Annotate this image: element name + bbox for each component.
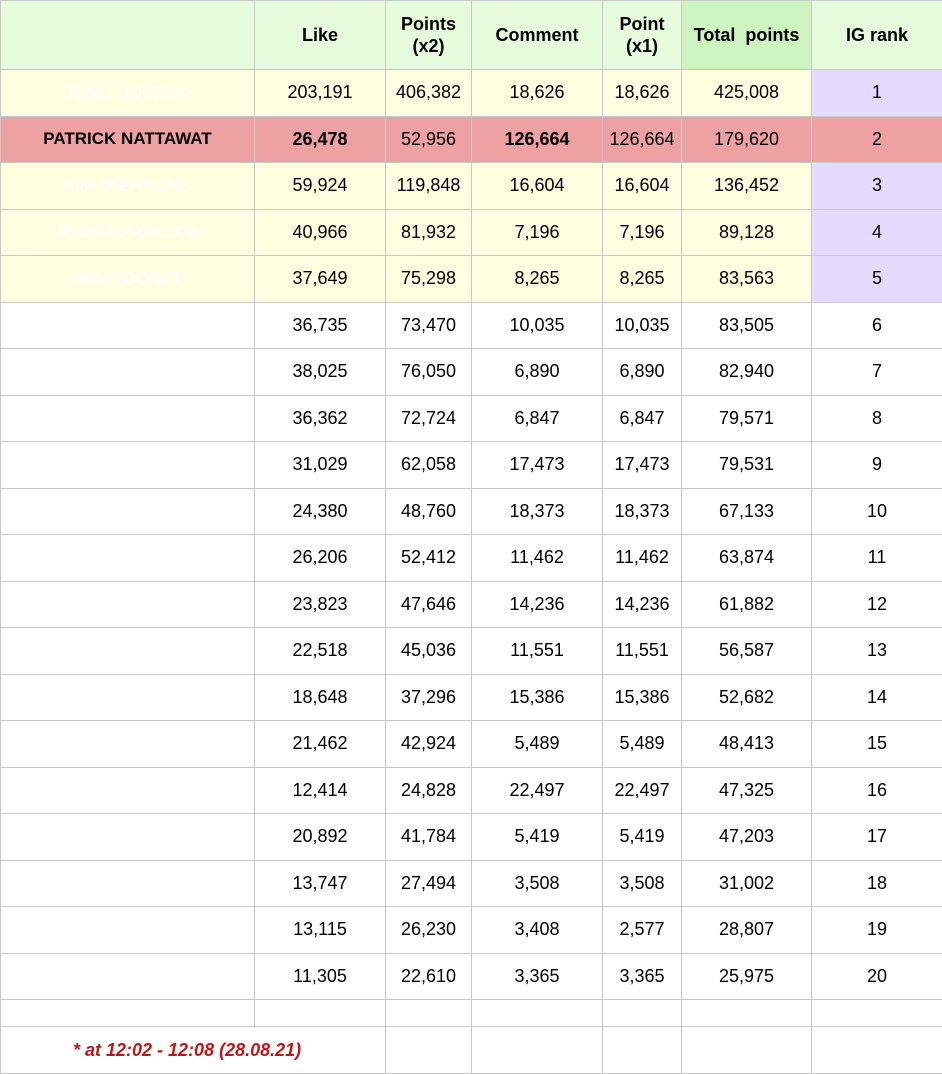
like-cell: 37,649 <box>255 256 386 303</box>
points-x2-cell: 47,646 <box>386 581 472 628</box>
rank-cell: 5 <box>812 256 942 303</box>
spacer-row <box>1 1000 942 1027</box>
point-x1-cell: 10,035 <box>603 302 682 349</box>
name-cell: KIM JENNIE <box>1 674 255 721</box>
table-row <box>1 860 942 907</box>
rank-cell: 16 <box>812 767 942 814</box>
name-cell: PARK JIMIN <box>1 349 255 396</box>
total-points-cell: 83,563 <box>682 256 812 303</box>
total-points-cell: 63,874 <box>682 535 812 582</box>
total-points-cell: 79,531 <box>682 442 812 489</box>
rank-cell: 10 <box>812 488 942 535</box>
points-x2-cell: 406,382 <box>386 70 472 117</box>
rank-cell: 7 <box>812 349 942 396</box>
name-cell: CHA EUN WOO <box>1 860 255 907</box>
rank-cell: 12 <box>812 581 942 628</box>
like-cell: 40,966 <box>255 209 386 256</box>
like-cell: 26,206 <box>255 535 386 582</box>
comment-cell: 11,462 <box>472 535 603 582</box>
table-row <box>1 721 942 768</box>
comment-cell: 3,508 <box>472 860 603 907</box>
rank-cell: 18 <box>812 860 942 907</box>
point-x1-cell: 22,497 <box>603 767 682 814</box>
point-x1-cell: 2,577 <box>603 907 682 954</box>
name-cell: HWANG HYUNJIN <box>1 535 255 582</box>
like-cell: 23,823 <box>255 581 386 628</box>
name-cell: BANG CHAN <box>1 814 255 861</box>
header-name <box>1 1 255 70</box>
header-comment: Comment <box>472 1 603 70</box>
name-cell: XIAO ZHAN <box>1 767 255 814</box>
total-points-cell: 79,571 <box>682 395 812 442</box>
table-row <box>1 256 942 303</box>
comment-cell: 8,265 <box>472 256 603 303</box>
points-x2-cell: 73,470 <box>386 302 472 349</box>
total-points-cell: 89,128 <box>682 209 812 256</box>
total-points-cell: 28,807 <box>682 907 812 954</box>
name-cell: D.O. KYUNSOO <box>1 907 255 954</box>
table-row <box>1 953 942 1000</box>
like-cell: 11,305 <box>255 953 386 1000</box>
name-cell: KIM NAMJOON <box>1 395 255 442</box>
points-x2-cell: 76,050 <box>386 349 472 396</box>
point-x1-cell: 11,462 <box>603 535 682 582</box>
point-x1-cell: 16,604 <box>603 163 682 210</box>
points-x2-cell: 45,036 <box>386 628 472 675</box>
point-x1-cell: 14,236 <box>603 581 682 628</box>
name-cell: PARK CHAEYOUNG <box>1 581 255 628</box>
like-cell: 31,029 <box>255 442 386 489</box>
table-row <box>1 535 942 582</box>
name-cell: PATRICK NATTAWAT <box>1 116 255 163</box>
table-row <box>1 442 942 489</box>
points-x2-cell: 52,956 <box>386 116 472 163</box>
point-x1-cell: 3,365 <box>603 953 682 1000</box>
like-cell: 20,892 <box>255 814 386 861</box>
points-x2-cell: 24,828 <box>386 767 472 814</box>
rank-cell: 3 <box>812 163 942 210</box>
like-cell: 18,648 <box>255 674 386 721</box>
name-cell: LEE MINHO <box>1 953 255 1000</box>
table-row <box>1 116 942 163</box>
name-cell: KIM TAEHYUNG <box>1 163 255 210</box>
total-points-cell: 61,882 <box>682 581 812 628</box>
like-cell: 36,362 <box>255 395 386 442</box>
point-x1-cell: 18,373 <box>603 488 682 535</box>
header-total-points: Total points <box>682 1 812 70</box>
rank-cell: 9 <box>812 442 942 489</box>
name-cell: LEE FELIX <box>1 721 255 768</box>
comment-cell: 5,419 <box>472 814 603 861</box>
total-points-cell: 136,452 <box>682 163 812 210</box>
comment-cell: 6,890 <box>472 349 603 396</box>
rank-cell: 8 <box>812 395 942 442</box>
table-row <box>1 628 942 675</box>
total-points-cell: 83,505 <box>682 302 812 349</box>
table-row <box>1 209 942 256</box>
total-points-cell: 52,682 <box>682 674 812 721</box>
table-row <box>1 488 942 535</box>
comment-cell: 16,604 <box>472 163 603 210</box>
name-cell: JUNG HOSEOK <box>1 70 255 117</box>
table-row <box>1 814 942 861</box>
point-x1-cell: 6,847 <box>603 395 682 442</box>
comment-cell: 6,847 <box>472 395 603 442</box>
points-x2-cell: 26,230 <box>386 907 472 954</box>
comment-cell: 14,236 <box>472 581 603 628</box>
points-x2-cell: 41,784 <box>386 814 472 861</box>
like-cell: 13,115 <box>255 907 386 954</box>
rank-cell: 2 <box>812 116 942 163</box>
name-cell: JAY PARK <box>1 628 255 675</box>
rank-cell: 1 <box>812 70 942 117</box>
rank-cell: 20 <box>812 953 942 1000</box>
header-ig-rank: IG rank <box>812 1 942 70</box>
comment-cell: 7,196 <box>472 209 603 256</box>
total-points-cell: 31,002 <box>682 860 812 907</box>
like-cell: 26,478 <box>255 116 386 163</box>
points-x2-cell: 119,848 <box>386 163 472 210</box>
comment-cell: 126,664 <box>472 116 603 163</box>
like-cell: 203,191 <box>255 70 386 117</box>
total-points-cell: 48,413 <box>682 721 812 768</box>
comment-cell: 18,373 <box>472 488 603 535</box>
comment-cell: 17,473 <box>472 442 603 489</box>
total-points-cell: 47,325 <box>682 767 812 814</box>
rank-cell: 14 <box>812 674 942 721</box>
total-points-cell: 47,203 <box>682 814 812 861</box>
table-row <box>1 767 942 814</box>
points-x2-cell: 75,298 <box>386 256 472 303</box>
table-row <box>1 349 942 396</box>
points-x2-cell: 42,924 <box>386 721 472 768</box>
point-x1-cell: 126,664 <box>603 116 682 163</box>
comment-cell: 3,408 <box>472 907 603 954</box>
header-row <box>1 1 942 70</box>
table-row <box>1 581 942 628</box>
table-row <box>1 70 942 117</box>
comment-cell: 18,626 <box>472 70 603 117</box>
like-cell: 22,518 <box>255 628 386 675</box>
name-cell: KIM JISOO <box>1 488 255 535</box>
point-x1-cell: 11,551 <box>603 628 682 675</box>
table-row <box>1 302 942 349</box>
like-cell: 59,924 <box>255 163 386 210</box>
name-cell: MIN YOONGI <box>1 256 255 303</box>
points-x2-cell: 62,058 <box>386 442 472 489</box>
table-row <box>1 395 942 442</box>
points-x2-cell: 48,760 <box>386 488 472 535</box>
point-x1-cell: 18,626 <box>603 70 682 117</box>
points-x2-cell: 22,610 <box>386 953 472 1000</box>
total-points-cell: 82,940 <box>682 349 812 396</box>
like-cell: 21,462 <box>255 721 386 768</box>
name-cell: KIM SEOK JIN <box>1 302 255 349</box>
comment-cell: 11,551 <box>472 628 603 675</box>
total-points-cell: 56,587 <box>682 628 812 675</box>
like-cell: 24,380 <box>255 488 386 535</box>
points-x2-cell: 81,932 <box>386 209 472 256</box>
points-x2-cell: 37,296 <box>386 674 472 721</box>
header-point-x1: Point (x1) <box>603 1 682 70</box>
rank-cell: 11 <box>812 535 942 582</box>
rank-cell: 6 <box>812 302 942 349</box>
point-x1-cell: 6,890 <box>603 349 682 396</box>
total-points-cell: 67,133 <box>682 488 812 535</box>
rank-cell: 4 <box>812 209 942 256</box>
rank-cell: 19 <box>812 907 942 954</box>
comment-cell: 22,497 <box>472 767 603 814</box>
like-cell: 12,414 <box>255 767 386 814</box>
footnote: * at 12:02 - 12:08 (28.08.21) <box>1 1027 386 1074</box>
footnote-row <box>1 1027 942 1074</box>
name-cell: LALISA MANOBAN <box>1 442 255 489</box>
point-x1-cell: 7,196 <box>603 209 682 256</box>
rank-cell: 15 <box>812 721 942 768</box>
comment-cell: 15,386 <box>472 674 603 721</box>
like-cell: 13,747 <box>255 860 386 907</box>
like-cell: 36,735 <box>255 302 386 349</box>
point-x1-cell: 3,508 <box>603 860 682 907</box>
total-points-cell: 179,620 <box>682 116 812 163</box>
point-x1-cell: 5,489 <box>603 721 682 768</box>
point-x1-cell: 5,419 <box>603 814 682 861</box>
rank-cell: 13 <box>812 628 942 675</box>
points-x2-cell: 27,494 <box>386 860 472 907</box>
comment-cell: 10,035 <box>472 302 603 349</box>
header-like: Like <box>255 1 386 70</box>
rank-cell: 17 <box>812 814 942 861</box>
table-row <box>1 674 942 721</box>
point-x1-cell: 8,265 <box>603 256 682 303</box>
points-x2-cell: 72,724 <box>386 395 472 442</box>
like-cell: 38,025 <box>255 349 386 396</box>
name-cell: JEON JUNGKOOK <box>1 209 255 256</box>
comment-cell: 5,489 <box>472 721 603 768</box>
point-x1-cell: 17,473 <box>603 442 682 489</box>
table-row <box>1 163 942 210</box>
header-points-x2: Points (x2) <box>386 1 472 70</box>
total-points-cell: 425,008 <box>682 70 812 117</box>
point-x1-cell: 15,386 <box>603 674 682 721</box>
points-x2-cell: 52,412 <box>386 535 472 582</box>
comment-cell: 3,365 <box>472 953 603 1000</box>
total-points-cell: 25,975 <box>682 953 812 1000</box>
table-row <box>1 907 942 954</box>
